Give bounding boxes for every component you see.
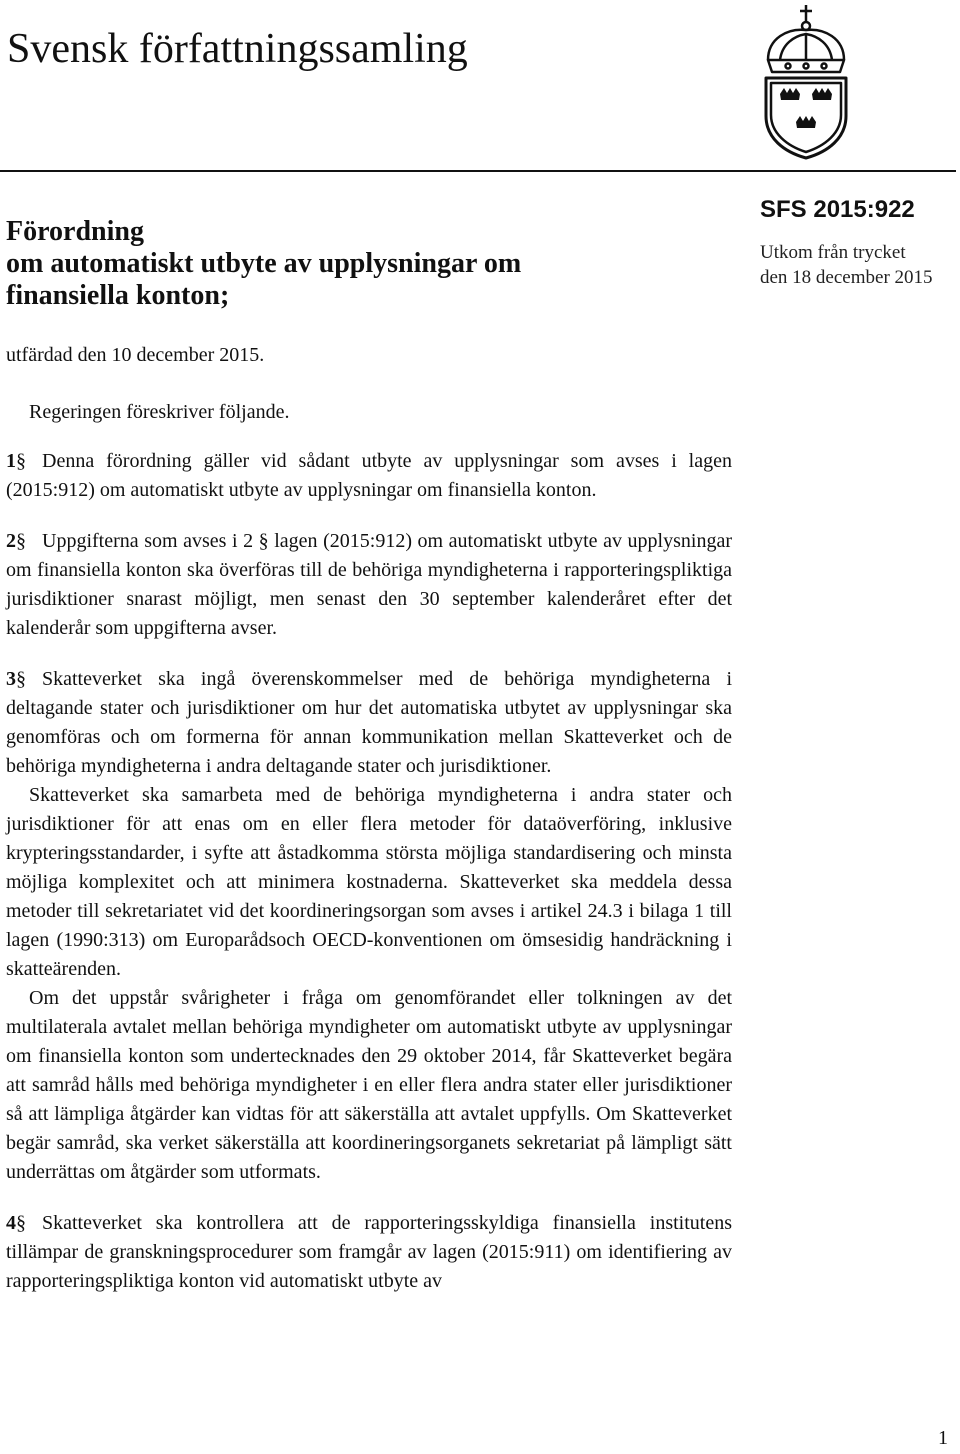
masthead-title: Svensk författningssamling [7,26,468,72]
section-3-paragraph-2: Skatteverket ska samarbeta med de behöriga myndigheterna i andra stater och jurisdiktioner för att enas om en eller flera metoder för dataöverföring, inklusive krypteringsstandarder, i syfte att åstadkomma största möjliga standardisering och minsta möjliga komplexitet och att minimera kostnaderna. Skatteverket ska meddela dessa metoder till sekretariatet vid det koordineringsorgan som avses i artikel 24.3 i bilaga 1 till lagen (1990:313) om Europarådsoch OECD-konventionen om ömsesidig handräckning i skatteärenden. [6,784,732,980]
section-3 [6,665,732,781]
section-symbol: § [16,530,26,552]
sfs-number: SFS 2015:922 [760,196,915,223]
header-rule [0,170,956,172]
section-number: 2 [6,530,16,552]
section-2 [6,527,732,643]
intro-paragraph: Regeringen föreskriver följande. [29,401,290,423]
section-number: 1 [6,450,16,472]
section-3-paragraph-3: Om det uppstår svårigheter i fråga om genomförandet eller tolkningen av det multilaterala avtalet mellan behöriga myndigheter om automatiskt utbyte av upplysningar om finansiella konton som undertecknades den 29 oktober 2014, får Skatteverket begära att samråd hålls med behöriga myndigheter i en eller flera andra stater eller jurisdiktioner så att lämpliga åtgärder kan vidtas för att säkerställa att avtalet uppfylls. Om Skatteverket begär samråd, ska verket säkerställa att koordineringsorganets sekretariat på lämpligt sätt underrättas om åtgärder som utformats. [6,987,732,1183]
section-text: Skatteverket ska kontrollera att de rapporteringsskyldiga finansiella institutens tillämpar de granskningsprocedurer som framgår av lagen (2015:911) om identifiering av rapporteringspliktiga konton vid automatiskt utbyte av [6,1212,732,1292]
publication-note-line: den 18 december 2015 [760,267,933,288]
issued-date: utfärdad den 10 december 2015. [6,344,265,366]
swedish-coat-of-arms-icon [758,2,854,160]
section-text: Denna förordning gäller vid sådant utbyte av upplysningar som avses i lagen (2015:912) om automatiskt utbyte av upplysningar om finansiella konton. [6,450,732,501]
section-symbol: § [16,450,26,472]
section-text: Skatteverket ska ingå överenskommelser med de behöriga myndigheterna i deltagande stater och jurisdiktioner om hur det automatiska utbytet av upplysningar ska genomföras och om formerna för annan kommunikation mellan Skatteverket och de behöriga myndigheterna i andra deltagande stater och jurisdiktioner. [6,668,732,777]
document-title-line: finansiella konton; [6,280,230,311]
section-text: Uppgifterna som avses i 2 § lagen (2015:912) om automatiskt utbyte av upplysningar om finansiella konton ska överföras till de behöriga myndigheterna i rapporteringspliktiga jurisdiktioner snarast möjligt, men senast den 30 september kalenderåret efter det kalenderår som uppgifterna avser. [6,530,732,639]
section-symbol: § [16,668,26,690]
section-number: 3 [6,668,16,690]
document-title [6,216,646,312]
document-body [6,398,732,1296]
page-number: 1 [938,1427,948,1449]
section-1 [6,447,732,505]
section-4 [6,1209,732,1296]
document-title-line: Förordning [6,216,144,247]
section-number: 4 [6,1212,16,1234]
publication-note [760,240,933,290]
document-title-line: om automatiskt utbyte av upplysningar om [6,248,522,279]
publication-note-line: Utkom från trycket [760,242,906,263]
section-symbol: § [16,1212,26,1234]
